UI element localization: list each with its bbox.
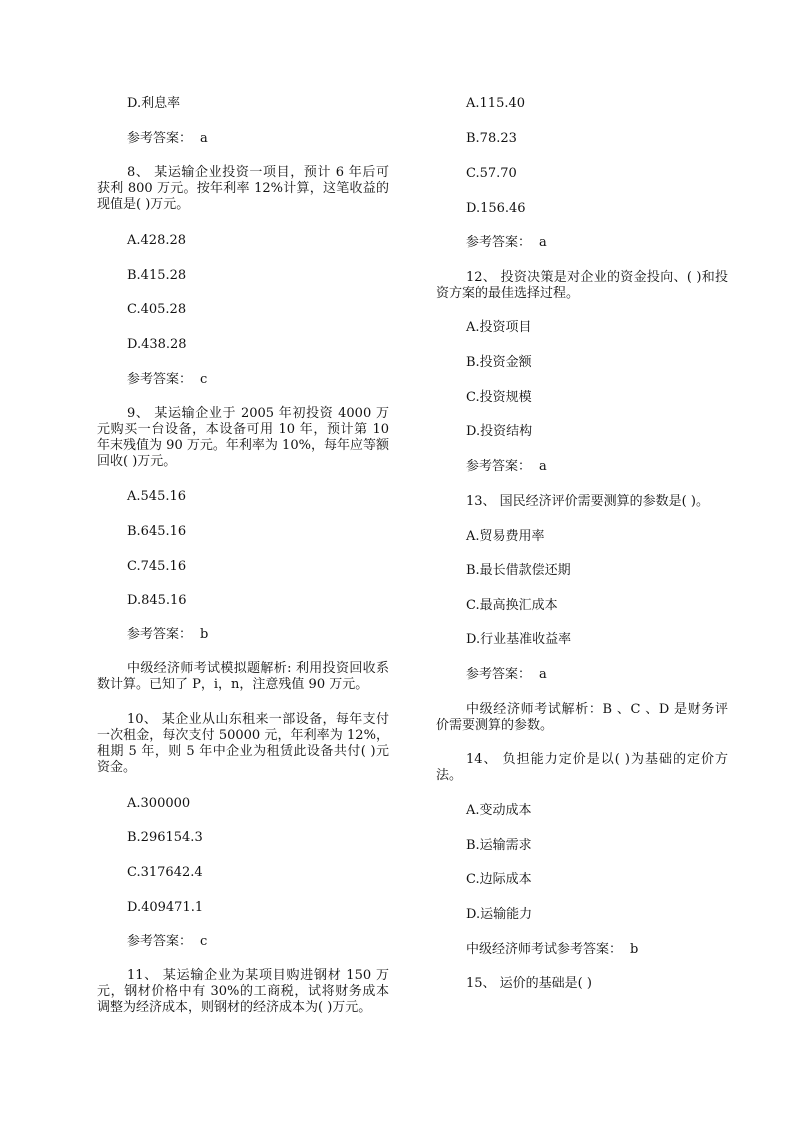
q15-question: 15、 运价的基础是( ) bbox=[466, 976, 592, 991]
q12-question: 12、 投资决策是对企业的资金投向、( )和投资方案的最佳选择过程。 bbox=[436, 270, 728, 301]
q12-answer bbox=[466, 459, 547, 475]
q8-question: 8、 某运输企业投资一项目，预计 6 年后可获利 800 万元。按年利率 12%计算，这笔收益的现值是( )万元。 bbox=[97, 165, 389, 212]
answer-label: 参考答案： bbox=[127, 372, 193, 387]
answer-label: 参考答案： bbox=[127, 627, 193, 642]
q13-answer bbox=[466, 667, 547, 683]
answer-value: a bbox=[200, 131, 208, 146]
answer-label: 参考答案： bbox=[127, 934, 193, 949]
q12-option-c: C.投资规模 bbox=[466, 390, 532, 405]
q9-option-d: D.845.16 bbox=[127, 593, 187, 608]
q13-option-d: D.行业基准收益率 bbox=[466, 632, 572, 647]
q8-option-b: B.415.28 bbox=[127, 268, 187, 283]
q11-option-a: A.115.40 bbox=[466, 96, 526, 111]
answer-value: c bbox=[200, 372, 208, 387]
q13-question: 13、 国民经济评价需要测算的参数是( )。 bbox=[466, 494, 709, 509]
q10-answer bbox=[127, 934, 207, 950]
q7-option-d: D.利息率 bbox=[127, 96, 181, 111]
q8-option-a: A.428.28 bbox=[127, 233, 187, 248]
answer-label: 中级经济师考试参考答案： bbox=[466, 942, 623, 957]
q11-option-c: C.57.70 bbox=[466, 166, 517, 181]
q13-option-a: A.贸易费用率 bbox=[466, 529, 545, 544]
q10-option-c: C.317642.4 bbox=[127, 865, 203, 880]
q10-option-b: B.296154.3 bbox=[127, 830, 203, 845]
q12-option-a: A.投资项目 bbox=[466, 320, 532, 335]
q12-option-b: B.投资金额 bbox=[466, 355, 532, 370]
q8-option-d: D.438.28 bbox=[127, 337, 187, 352]
answer-value: c bbox=[200, 934, 208, 949]
q14-question: 14、 负担能力定价是以( )为基础的定价方法。 bbox=[436, 752, 728, 783]
q8-answer bbox=[127, 372, 207, 388]
q9-option-c: C.745.16 bbox=[127, 559, 187, 574]
q9-explanation: 中级经济师考试模拟题解析: 利用投资回收系数计算。已知了 P，i，n，注意残值 90 万元。 bbox=[97, 661, 389, 692]
q14-option-d: D.运输能力 bbox=[466, 907, 533, 922]
q10-question: 10、 某企业从山东租来一部设备，每年支付一次租金，每次支付 50000 元，年利率为 12%，租期 5 年，则 5 年中企业为租赁此设备共付( )元资金。 bbox=[97, 712, 389, 775]
q9-answer bbox=[127, 627, 208, 643]
q10-option-a: A.300000 bbox=[127, 796, 191, 811]
q9-option-b: B.645.16 bbox=[127, 524, 187, 539]
q11-question: 11、 某运输企业为某项目购进钢材 150 万元，钢材价格中有 30%的工商税，试将财务成本调整为经济成本，则钢材的经济成本为( )万元。 bbox=[97, 968, 389, 1015]
q11-answer bbox=[466, 235, 547, 251]
answer-label: 参考答案： bbox=[466, 459, 532, 474]
q10-option-d: D.409471.1 bbox=[127, 900, 204, 915]
answer-value: a bbox=[539, 459, 547, 474]
answer-value: b bbox=[200, 627, 209, 642]
q14-option-b: B.运输需求 bbox=[466, 838, 532, 853]
answer-value: a bbox=[539, 235, 547, 250]
q8-option-c: C.405.28 bbox=[127, 302, 187, 317]
answer-value: a bbox=[539, 667, 547, 682]
q11-option-d: D.156.46 bbox=[466, 201, 526, 216]
answer-label: 参考答案： bbox=[466, 667, 532, 682]
q14-option-c: C.边际成本 bbox=[466, 872, 532, 887]
q14-option-a: A.变动成本 bbox=[466, 803, 532, 818]
answer-value: b bbox=[630, 942, 639, 957]
q7-answer bbox=[127, 131, 208, 147]
answer-label: 参考答案： bbox=[466, 235, 532, 250]
q14-answer bbox=[466, 942, 638, 958]
q11-option-b: B.78.23 bbox=[466, 131, 517, 146]
q9-option-a: A.545.16 bbox=[127, 489, 187, 504]
q13-option-b: B.最长借款偿还期 bbox=[466, 563, 571, 578]
q13-explanation: 中级经济师考试解析：B 、C 、D 是财务评价需要测算的参数。 bbox=[436, 702, 728, 733]
q13-option-c: C.最高换汇成本 bbox=[466, 598, 558, 613]
q9-question: 9、 某运输企业于 2005 年初投资 4000 万元购买一台设备，本设备可用 10 年，预计第 10 年末残值为 90 万元。年利率为 10%，每年应等额回收( )万元。 bbox=[97, 406, 389, 469]
answer-label: 参考答案： bbox=[127, 131, 193, 146]
q12-option-d: D.投资结构 bbox=[466, 424, 533, 439]
